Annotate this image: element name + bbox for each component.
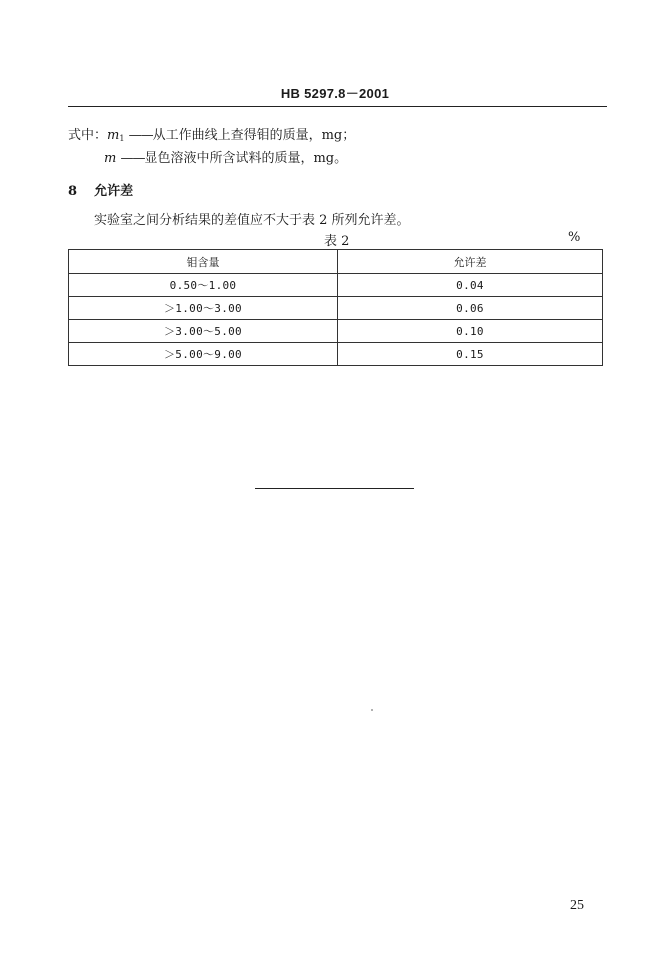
formula-explanation-line-2 [104, 147, 347, 166]
header-rule [68, 106, 607, 107]
table-cell: 0.50～1.00 [69, 274, 338, 297]
m-symbol: m [104, 151, 117, 166]
table-unit: % [568, 230, 581, 245]
table-cell: 0.10 [338, 320, 603, 343]
section-title: 允许差 [94, 184, 134, 199]
section-number: 8 [68, 184, 78, 199]
table-cell: 0.15 [338, 343, 603, 366]
page-number: 25 [570, 898, 584, 913]
table-cell: ＞1.00～3.00 [69, 297, 338, 320]
document-code: HB 5297.8－2001 [280, 86, 390, 101]
tolerance-table [68, 249, 603, 366]
column-header-mo-content: 钼含量 [69, 250, 338, 274]
formula-explanation-line-1 [68, 124, 355, 143]
body-paragraph: 实验室之间分析结果的差值应不大于表 2 所列允许差。 [94, 213, 410, 228]
m1-symbol: m [107, 128, 120, 143]
table-cell: 0.06 [338, 297, 603, 320]
formula-intro: 式中： [68, 128, 108, 143]
m1-dash: —— [128, 128, 153, 143]
m1-subscript: 1 [119, 134, 125, 143]
table-caption: 表 2 [324, 234, 350, 249]
table-cell: ＞5.00～9.00 [69, 343, 338, 366]
table-row [69, 343, 603, 366]
m-description: 显色溶液中所含试料的质量，mg。 [144, 151, 348, 166]
scan-speck [371, 709, 373, 711]
column-header-tolerance: 允许差 [338, 250, 603, 274]
section-heading [68, 180, 133, 199]
table-row [69, 274, 603, 297]
m-dash: —— [120, 151, 145, 166]
end-of-standard-rule [255, 488, 414, 489]
table-row [69, 297, 603, 320]
m1-description: 从工作曲线上查得钼的质量，mg； [152, 128, 356, 143]
table-cell: 0.04 [338, 274, 603, 297]
table-row [69, 320, 603, 343]
table-cell: ＞3.00～5.00 [69, 320, 338, 343]
table-header-row [69, 250, 603, 274]
